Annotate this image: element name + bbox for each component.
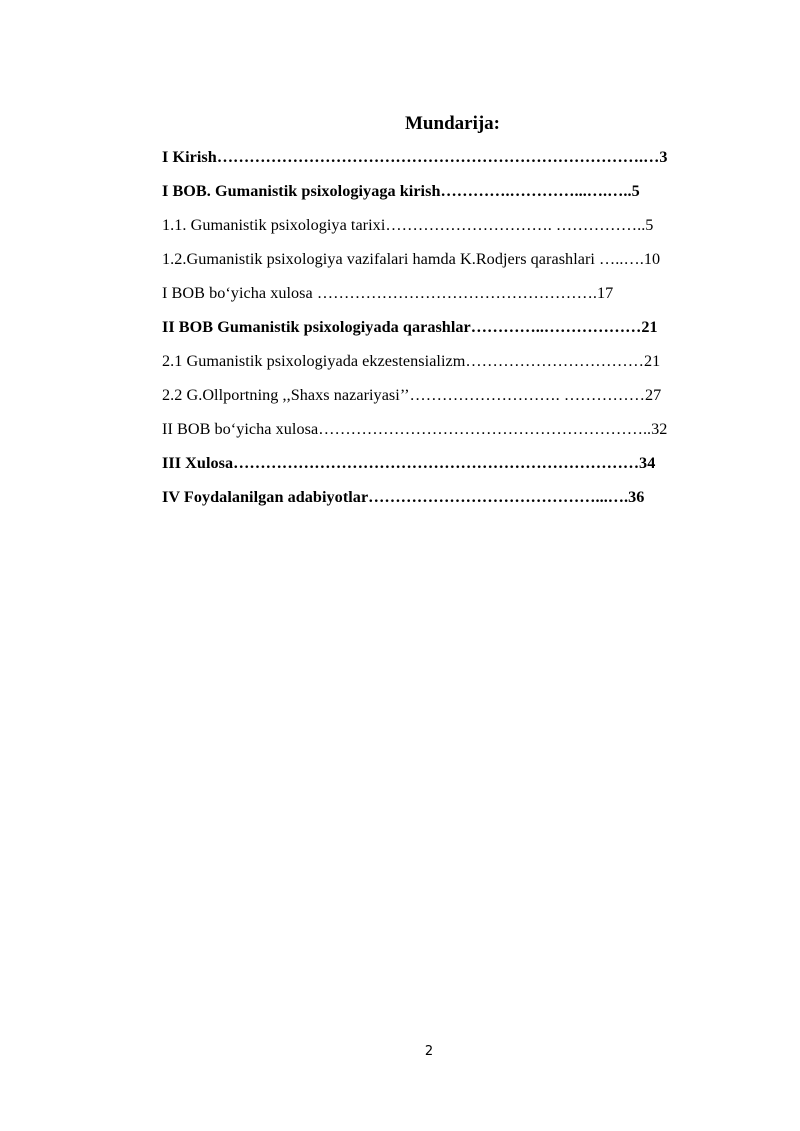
toc-entry-references: IV Foydalanilgan adabiyotlar……………………………………...….36 — [162, 488, 645, 506]
toc-entry-section-1-1: 1.1. Gumanistik psixologiya tarixi…………………………. ……………..5 — [162, 216, 654, 234]
toc-entry-chapter-1: I BOB. Gumanistik psixologiyaga kirish………….…………...….…..5 — [162, 182, 640, 200]
toc-entry-section-1-2: 1.2.Gumanistik psixologiya vazifalari hamda K.Rodjers qarashlari …..….10 — [162, 250, 661, 268]
page-number: 2 — [424, 1044, 434, 1059]
toc-entry-section-2-2: 2.2 G.Ollportning ,,Shaxs nazariyasi’’………………………. ……………27 — [162, 386, 662, 404]
toc-entry-chapter-2-conclusion: II BOB bo‘yicha xulosa……………………………………………………..32 — [162, 420, 668, 438]
toc-entry-chapter-2: II BOB Gumanistik psixologiyada qarashlar…………..………………21 — [162, 318, 658, 336]
toc-title: Mundarija: — [405, 113, 500, 134]
toc-entry-chapter-1-conclusion: I BOB bo‘yicha xulosa …………………………………………….17 — [162, 284, 614, 302]
toc-entry-section-2-1: 2.1 Gumanistik psixologiyada ekzestensializm……………………………21 — [162, 352, 661, 370]
table-of-contents — [162, 142, 667, 516]
toc-entry-kirish: I Kirish…………………………………………………………………….…3 — [162, 148, 668, 166]
toc-entry-xulosa: III Xulosa…………………………………………………………………34 — [162, 454, 656, 472]
